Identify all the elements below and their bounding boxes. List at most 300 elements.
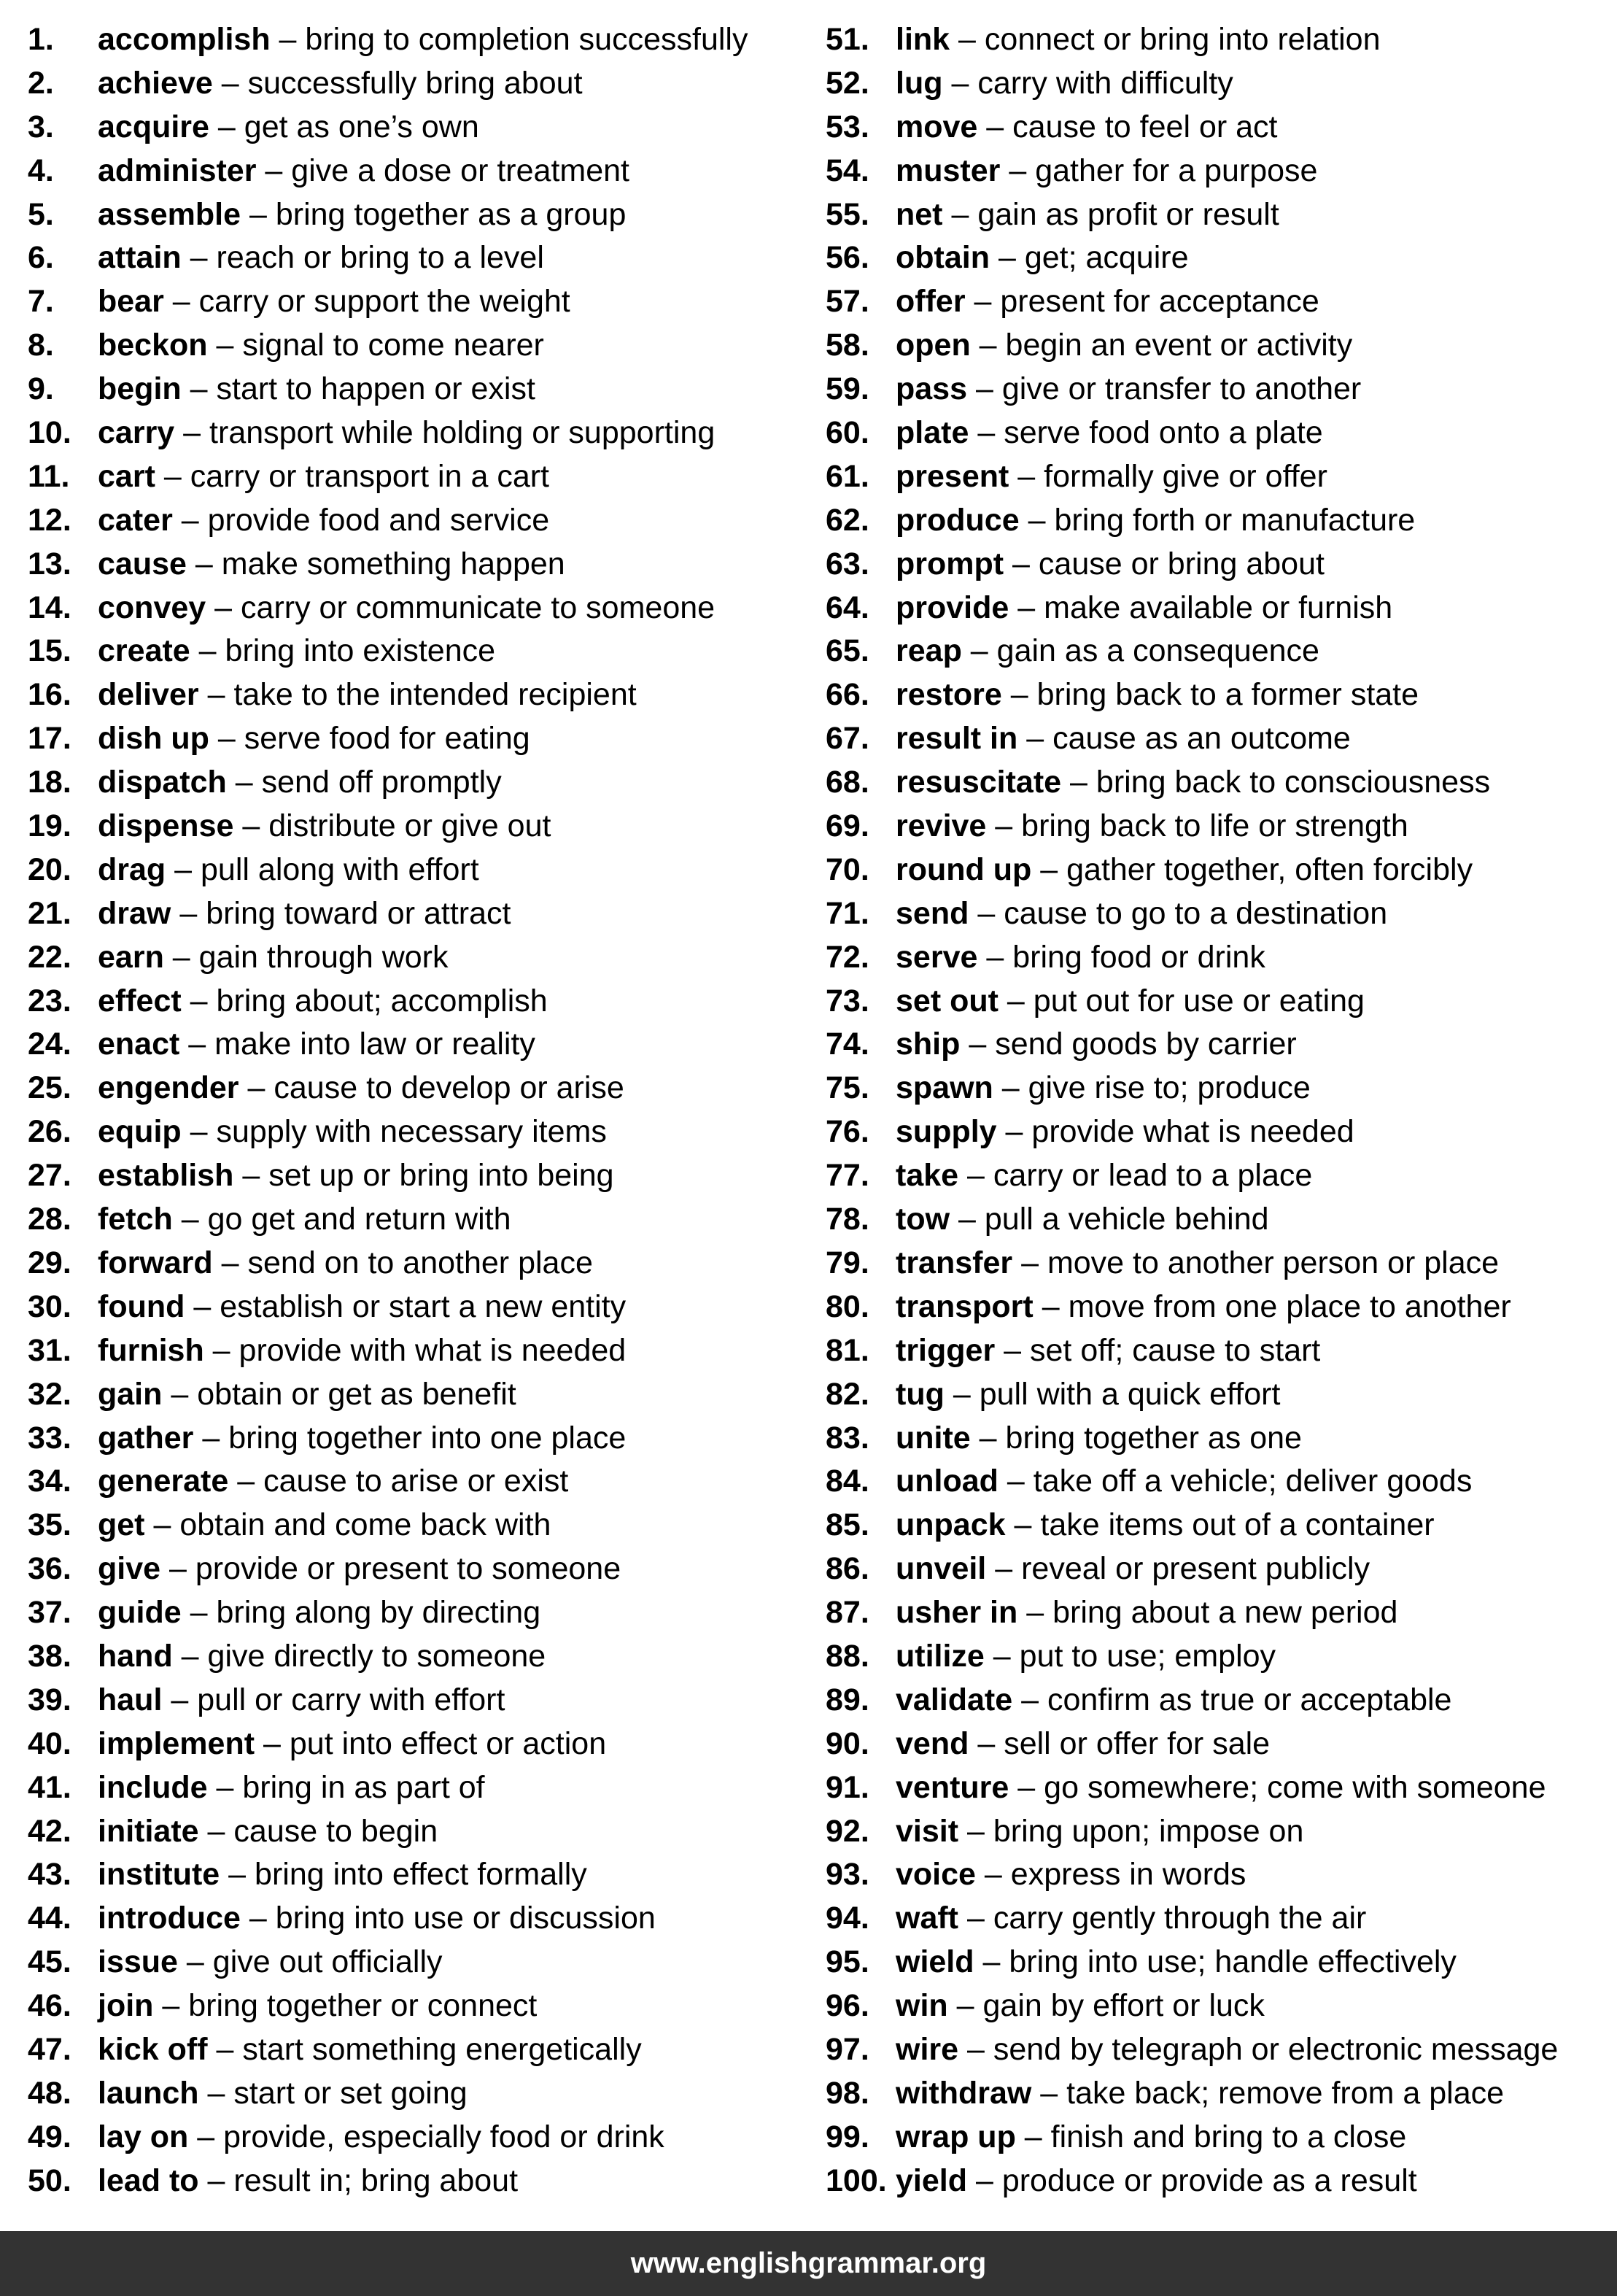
entry-word: join: [98, 1988, 154, 2024]
entry-separator: –: [986, 109, 1004, 144]
entry-separator: –: [190, 1114, 208, 1150]
list-item: [826, 543, 1613, 587]
list-item: [826, 1897, 1613, 1941]
entry-word: acquire: [98, 109, 209, 144]
list-item: [826, 1984, 1613, 2028]
entry-definition: bring together or connect: [188, 1988, 538, 2024]
list-item: [826, 1635, 1613, 1679]
entry-word: pass: [896, 371, 968, 407]
entry-number: 42.: [28, 1813, 71, 1849]
entry-separator: –: [183, 415, 201, 451]
entry-definition: carry or support the weight: [198, 284, 570, 320]
entry-number: 54.: [826, 152, 869, 188]
entry-word: issue: [98, 1944, 178, 1980]
entry-word: draw: [98, 895, 171, 931]
entry-definition: bring food or drink: [1012, 939, 1265, 975]
entry-separator: –: [1026, 1595, 1044, 1631]
list-item: [826, 761, 1613, 805]
entry-separator: –: [979, 328, 997, 363]
entry-separator: –: [977, 895, 996, 931]
entry-number: 94.: [826, 1901, 869, 1936]
list-item: [28, 1984, 815, 2028]
entry-definition: put out for use or eating: [1033, 983, 1365, 1018]
list-item: [826, 1679, 1613, 1723]
entry-number: 33.: [28, 1420, 71, 1456]
list-item: [826, 324, 1613, 368]
entry-word: offer: [896, 284, 966, 320]
entry-number: 50.: [28, 2162, 71, 2198]
entry-word: tow: [896, 1202, 950, 1237]
entry-word: trigger: [896, 1332, 996, 1368]
entry-word: cause: [98, 546, 187, 581]
entry-number: 59.: [826, 371, 869, 407]
list-item: [28, 761, 815, 805]
list-item: [826, 1853, 1613, 1897]
list-item: [28, 150, 815, 193]
entry-number: 84.: [826, 1464, 869, 1499]
entry-number: 86.: [826, 1551, 869, 1587]
entry-number: 83.: [826, 1420, 869, 1456]
entry-separator: –: [967, 1158, 985, 1194]
list-item: [28, 2116, 815, 2160]
entry-definition: carry gently through the air: [993, 1901, 1367, 1936]
entry-definition: send on to another place: [247, 1245, 593, 1280]
entry-word: muster: [896, 152, 1001, 188]
right-column: [826, 18, 1613, 2203]
entry-separator: –: [172, 284, 190, 320]
entry-definition: bring toward or attract: [206, 895, 511, 931]
entry-definition: cause or bring about: [1038, 546, 1325, 581]
list-item: [826, 587, 1613, 630]
list-item: [826, 2160, 1613, 2203]
list-item: [826, 1766, 1613, 1810]
entry-separator: –: [995, 808, 1013, 844]
entry-number: 62.: [826, 502, 869, 538]
entry-word: kick off: [98, 2031, 208, 2067]
entry-separator: –: [263, 1725, 281, 1761]
entry-separator: –: [1026, 721, 1044, 757]
entry-word: reap: [896, 633, 962, 669]
entry-number: 3.: [28, 109, 54, 144]
list-item: [826, 236, 1613, 280]
entry-word: found: [98, 1288, 185, 1324]
list-item: [28, 1679, 815, 1723]
entry-separator: –: [1009, 152, 1027, 188]
entry-separator: –: [951, 65, 969, 101]
entry-word: serve: [896, 939, 978, 975]
entry-number: 99.: [826, 2119, 869, 2154]
entry-number: 40.: [28, 1725, 71, 1761]
entry-word: assemble: [98, 196, 241, 232]
list-item: [28, 368, 815, 411]
entry-number: 11.: [28, 458, 70, 494]
entry-separator: –: [162, 1988, 180, 2024]
entry-definition: make something happen: [221, 546, 565, 581]
entry-separator: –: [214, 590, 233, 625]
entry-number: 63.: [826, 546, 869, 581]
list-item: [826, 1373, 1613, 1417]
list-item: [28, 1591, 815, 1635]
entry-number: 53.: [826, 109, 869, 144]
list-item: [826, 150, 1613, 193]
entry-separator: –: [221, 65, 239, 101]
entry-definition: gather together, often forcibly: [1066, 851, 1473, 887]
entry-definition: bring into effect formally: [255, 1857, 587, 1893]
left-column: [28, 18, 815, 2203]
list-item: [826, 1110, 1613, 1154]
entry-number: 10.: [28, 415, 71, 451]
entry-definition: present for acceptance: [1000, 284, 1319, 320]
entry-word: haul: [98, 1682, 163, 1717]
entry-separator: –: [207, 1813, 225, 1849]
entry-number: 39.: [28, 1682, 71, 1717]
entry-definition: cause to develop or arise: [274, 1070, 624, 1106]
list-item: [826, 1460, 1613, 1504]
entry-word: institute: [98, 1857, 220, 1893]
entry-word: yield: [896, 2162, 967, 2198]
entry-definition: cause to begin: [233, 1813, 438, 1849]
entry-number: 2.: [28, 65, 54, 101]
entry-number: 79.: [826, 1245, 869, 1280]
entry-word: utilize: [896, 1638, 985, 1674]
entry-number: 13.: [28, 546, 71, 581]
entry-separator: –: [181, 1202, 199, 1237]
entry-definition: gather for a purpose: [1035, 152, 1318, 188]
entry-definition: finish and bring to a close: [1050, 2119, 1407, 2154]
entry-word: initiate: [98, 1813, 199, 1849]
entry-separator: –: [190, 983, 208, 1018]
entry-number: 6.: [28, 240, 54, 276]
entry-separator: –: [951, 196, 969, 232]
list-item: [28, 106, 815, 150]
list-item: [28, 499, 815, 543]
entry-number: 18.: [28, 765, 71, 800]
entry-separator: –: [207, 2162, 225, 2198]
list-item: [826, 368, 1613, 411]
entry-word: cart: [98, 458, 155, 494]
entry-separator: –: [169, 1551, 187, 1587]
entry-definition: bring into use; handle effectively: [1009, 1944, 1457, 1980]
list-item: [826, 1504, 1613, 1547]
entry-word: validate: [896, 1682, 1013, 1717]
footer-url: www.englishgrammar.org: [630, 2247, 987, 2279]
entry-separator: –: [198, 633, 217, 669]
entry-separator: –: [1040, 851, 1058, 887]
entry-separator: –: [958, 1202, 976, 1237]
entry-word: administer: [98, 152, 257, 188]
entry-number: 73.: [826, 983, 869, 1018]
entry-separator: –: [1070, 765, 1087, 800]
entry-definition: pull a vehicle behind: [984, 1202, 1269, 1237]
entry-word: begin: [98, 371, 182, 407]
entry-definition: obtain or get as benefit: [197, 1376, 516, 1412]
entry-separator: –: [1017, 590, 1036, 625]
entry-separator: –: [958, 22, 976, 57]
entry-word: tug: [896, 1376, 945, 1412]
entry-definition: bring together into one place: [228, 1420, 627, 1456]
entry-separator: –: [1007, 983, 1025, 1018]
list-item: [28, 1154, 815, 1198]
entry-word: accomplish: [98, 22, 271, 57]
entry-word: unpack: [896, 1507, 1006, 1543]
entry-number: 75.: [826, 1070, 869, 1106]
entry-separator: –: [171, 1376, 189, 1412]
entry-definition: transport while holding or supporting: [209, 415, 716, 451]
entry-definition: gain as a consequence: [996, 633, 1319, 669]
entry-number: 28.: [28, 1202, 71, 1237]
entry-definition: gain by effort or luck: [982, 1988, 1265, 2024]
entry-definition: give or transfer to another: [1001, 371, 1362, 407]
entry-separator: –: [977, 415, 996, 451]
entry-word: engender: [98, 1070, 239, 1106]
list-item: [28, 892, 815, 936]
entry-word: unload: [896, 1464, 998, 1499]
entry-number: 98.: [826, 2075, 869, 2111]
entry-separator: –: [953, 1376, 971, 1412]
entry-definition: produce or provide as a result: [1001, 2162, 1417, 2198]
entry-separator: –: [982, 1944, 1001, 1980]
entry-number: 51.: [826, 22, 869, 57]
entry-definition: set up or bring into being: [268, 1158, 614, 1194]
entry-word: drag: [98, 851, 166, 887]
list-item: [28, 1941, 815, 1984]
entry-separator: –: [193, 1288, 212, 1324]
entry-definition: send by telegraph or electronic message: [993, 2031, 1559, 2067]
list-item: [826, 805, 1613, 849]
entry-definition: set off; cause to start: [1030, 1332, 1321, 1368]
entry-number: 26.: [28, 1114, 71, 1150]
list-item: [826, 106, 1613, 150]
list-item: [28, 236, 815, 280]
list-item: [826, 1242, 1613, 1286]
list-item: [28, 717, 815, 761]
entry-definition: get as one’s own: [244, 109, 479, 144]
entry-separator: –: [956, 1988, 974, 2024]
entry-separator: –: [163, 458, 182, 494]
entry-word: convey: [98, 590, 206, 625]
entry-number: 47.: [28, 2031, 71, 2067]
list-item: [28, 673, 815, 717]
list-item: [28, 1067, 815, 1110]
list-item: [28, 1810, 815, 1854]
entry-definition: bring back to consciousness: [1096, 765, 1491, 800]
entry-word: forward: [98, 1245, 213, 1280]
entry-word: enact: [98, 1027, 180, 1062]
entry-definition: provide what is needed: [1031, 1114, 1354, 1150]
entry-definition: take to the intended recipient: [233, 677, 637, 713]
entry-definition: put to use; employ: [1019, 1638, 1276, 1674]
entry-definition: sell or offer for sale: [1004, 1725, 1271, 1761]
entry-word: obtain: [896, 240, 990, 276]
entry-word: move: [896, 109, 978, 144]
list-item: [28, 411, 815, 455]
entry-number: 96.: [826, 1988, 869, 2024]
entry-word: cater: [98, 502, 173, 538]
entry-separator: –: [181, 502, 199, 538]
entry-separator: –: [1017, 458, 1036, 494]
entry-word: result in: [896, 721, 1018, 757]
entry-separator: –: [967, 1813, 985, 1849]
entry-number: 7.: [28, 284, 54, 320]
entry-number: 55.: [826, 196, 869, 232]
entry-separator: –: [172, 939, 190, 975]
entry-number: 31.: [28, 1332, 71, 1368]
entry-word: link: [896, 22, 950, 57]
entry-definition: cause to feel or act: [1012, 109, 1278, 144]
entry-separator: –: [998, 240, 1016, 276]
list-item: [28, 1198, 815, 1242]
entry-definition: cause as an outcome: [1052, 721, 1351, 757]
entry-word: transfer: [896, 1245, 1013, 1280]
entry-number: 69.: [826, 808, 869, 844]
list-item: [826, 1329, 1613, 1373]
entry-definition: move to another person or place: [1047, 1245, 1500, 1280]
list-item: [28, 587, 815, 630]
entry-number: 49.: [28, 2119, 71, 2154]
entry-separator: –: [179, 895, 198, 931]
entry-definition: bring upon; impose on: [993, 1813, 1304, 1849]
entry-number: 34.: [28, 1464, 71, 1499]
entry-word: earn: [98, 939, 164, 975]
entry-definition: provide with what is needed: [239, 1332, 627, 1368]
entry-separator: –: [202, 1420, 220, 1456]
entry-definition: successfully bring about: [247, 65, 583, 101]
list-item: [826, 1198, 1613, 1242]
entry-definition: give rise to; produce: [1028, 1070, 1311, 1106]
entry-separator: –: [153, 1507, 171, 1543]
entry-number: 90.: [826, 1725, 869, 1761]
list-item: [28, 849, 815, 892]
entry-separator: –: [1040, 2075, 1058, 2111]
entry-separator: –: [237, 1464, 255, 1499]
entry-separator: –: [207, 2075, 225, 2111]
list-item: [28, 455, 815, 499]
entry-word: unveil: [896, 1551, 987, 1587]
entry-definition: carry or lead to a place: [993, 1158, 1313, 1194]
entry-word: implement: [98, 1725, 255, 1761]
entry-separator: –: [1001, 1070, 1020, 1106]
entry-word: ship: [896, 1027, 961, 1062]
entry-definition: take back; remove from a place: [1066, 2075, 1505, 2111]
entry-definition: bring back to a former state: [1036, 677, 1419, 713]
entry-word: deliver: [98, 677, 199, 713]
entry-word: wire: [896, 2031, 959, 2067]
entry-definition: carry or communicate to someone: [241, 590, 716, 625]
entry-separator: –: [195, 546, 213, 581]
entry-word: revive: [896, 808, 987, 844]
entry-separator: –: [228, 1857, 247, 1893]
list-item: [28, 1286, 815, 1329]
entry-number: 71.: [826, 895, 869, 931]
entry-word: voice: [896, 1857, 976, 1893]
entry-definition: bring into use or discussion: [275, 1901, 656, 1936]
entry-definition: begin an event or activity: [1005, 328, 1353, 363]
entry-separator: –: [1012, 546, 1030, 581]
entry-number: 44.: [28, 1901, 71, 1936]
entry-word: plate: [896, 415, 969, 451]
entry-word: vend: [896, 1725, 969, 1761]
entry-definition: make into law or reality: [214, 1027, 535, 1062]
entry-separator: –: [242, 808, 260, 844]
list-item: [826, 1591, 1613, 1635]
entry-separator: –: [1005, 1114, 1023, 1150]
entry-separator: –: [221, 1245, 239, 1280]
entry-word: dispense: [98, 808, 234, 844]
entry-number: 93.: [826, 1857, 869, 1893]
entry-word: lead to: [98, 2162, 199, 2198]
entry-separator: –: [217, 109, 236, 144]
entry-definition: give a dose or treatment: [291, 152, 629, 188]
entry-word: dispatch: [98, 765, 227, 800]
entry-definition: serve food onto a plate: [1004, 415, 1323, 451]
list-item: [826, 980, 1613, 1024]
entry-definition: carry or transport in a cart: [190, 458, 549, 494]
list-item: [826, 849, 1613, 892]
list-item: [28, 1853, 815, 1897]
list-item: [826, 1417, 1613, 1461]
entry-number: 21.: [28, 895, 71, 931]
entry-definition: take off a vehicle; deliver goods: [1033, 1464, 1473, 1499]
entry-word: provide: [896, 590, 1009, 625]
entry-number: 24.: [28, 1027, 71, 1062]
entry-number: 19.: [28, 808, 71, 844]
entry-number: 74.: [826, 1027, 869, 1062]
entry-definition: move from one place to another: [1068, 1288, 1511, 1324]
list-item: [826, 62, 1613, 106]
list-item: [28, 1504, 815, 1547]
list-item: [826, 1547, 1613, 1591]
entry-word: net: [896, 196, 943, 232]
entry-word: guide: [98, 1595, 182, 1631]
entry-number: 32.: [28, 1376, 71, 1412]
entry-definition: bring in as part of: [242, 1769, 485, 1805]
entry-definition: establish or start a new entity: [220, 1288, 627, 1324]
entry-separator: –: [242, 1158, 260, 1194]
entry-word: win: [896, 1988, 948, 2024]
list-item: [826, 1941, 1613, 1984]
list-item: [826, 455, 1613, 499]
entry-word: take: [896, 1158, 959, 1194]
entry-separator: –: [1014, 1507, 1032, 1543]
entry-separator: –: [186, 1944, 204, 1980]
entry-separator: –: [249, 1901, 267, 1936]
entry-separator: –: [970, 633, 988, 669]
entry-word: generate: [98, 1464, 229, 1499]
entry-number: 67.: [826, 721, 869, 757]
entry-separator: –: [174, 851, 193, 887]
list-item: [28, 18, 815, 62]
entry-definition: bring to completion successfully: [305, 22, 748, 57]
entry-definition: make available or furnish: [1044, 590, 1393, 625]
entry-separator: –: [1042, 1288, 1060, 1324]
entry-definition: connect or bring into relation: [984, 22, 1381, 57]
entry-definition: bring into existence: [225, 633, 496, 669]
list-item: [826, 2116, 1613, 2160]
entry-definition: pull along with effort: [201, 851, 479, 887]
entry-number: 37.: [28, 1595, 71, 1631]
entry-separator: –: [216, 328, 234, 363]
list-item: [826, 411, 1613, 455]
entry-separator: –: [969, 1027, 987, 1062]
entry-separator: –: [190, 1595, 208, 1631]
entry-separator: –: [216, 2031, 234, 2067]
entry-number: 52.: [826, 65, 869, 101]
entry-number: 25.: [28, 1070, 71, 1106]
list-item: [826, 1810, 1613, 1854]
entry-word: present: [896, 458, 1009, 494]
list-item: [28, 1242, 815, 1286]
entry-number: 87.: [826, 1595, 869, 1631]
